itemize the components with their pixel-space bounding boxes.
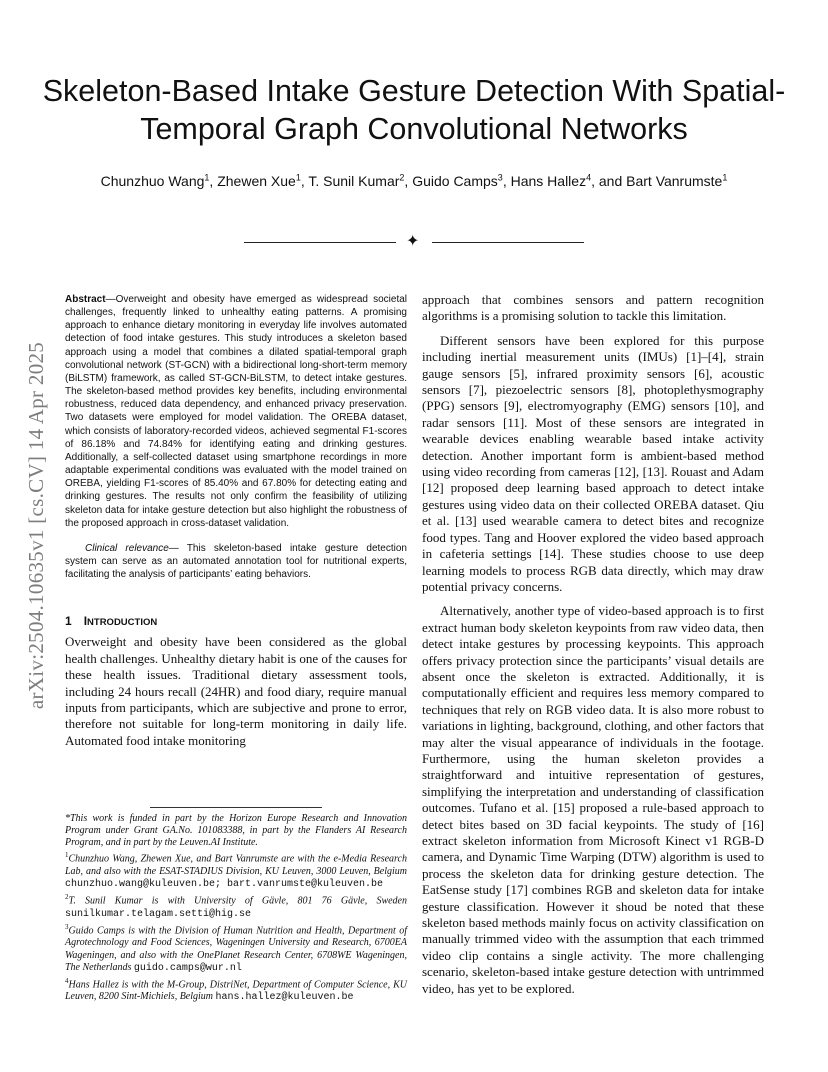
divider-line — [244, 242, 396, 243]
paper-title: Skeleton-Based Intake Gesture Detection With Spatial-Temporal Graph Convolutional Networks — [42, 74, 786, 146]
author-list — [40, 172, 788, 189]
arxiv-identifier-text: arXiv:2504.10635v1 [cs.CV] 14 Apr 2025 — [24, 341, 49, 709]
author: Chunzhuo Wang$^1$, — [100, 172, 218, 189]
footnotes — [65, 813, 407, 1005]
abstract-text: Overweight and obesity have emerged as widespread societal challenges, frequently linked to unhealthy eating patterns. A promising approach to enhance dietary monitoring in everyday life involves automated detection of food intake gestures. This study introduces a skeleton based approach using a model that combines a dilated spatial-temporal graph convolutional network (ST-GCN) with a bidirectional long-short-term memory (BiLSTM) framework, as called ST-GCN-BiLSTM, to detect intake gestures. The skeleton-based method provides key benefits, including environmental robustness, reduced data dependency, and enhanced privacy preservation. Two datasets were employed for model validation. The OREBA dataset, which consists of laboratory-recorded videos, achieved segmental F1-scores of 86.18% and 74.84% for identifying eating and drinking gestures. Additionally, a self-collected dataset using smartphone recordings in more adaptable experimental conditions was evaluated with the model trained on OREBA, yielding F1-scores of 85.40% and 67.80% for detecting eating and drinking gestures. The results not only confirm the feasibility of utilizing skeleton data for intake gesture detection but also highlight the robustness of the proposed approach in cross-dataset validation. — [65, 294, 407, 529]
left-column — [65, 293, 407, 749]
body-paragraph: approach that combines sensors and pattern recognition algorithms is a promising solution to tackle this limitation. — [422, 292, 764, 324]
body-paragraph: Different sensors have been explored for this purpose including inertial measurement units (IMUs) [1]–[4], strain gauge sensors [5], infrared proximity sensors [6], acoustic sensors [7], piezoelectric sensors [8], photoplethysmography (PPG) sensors [9], electromyography (EMG) sensors [10], and radar sensors [11]. Most of these sensors are integrated in wearable devices enabling wearable based intake activity detection. Another important form is ambient-based method using video recording from cameras [12], [13]. Rouast and Adam [12] proposed deep learning based approach to detect intake gestures using video data on their collected OREBA dataset. Qiu et al. [13] used wearable camera to detect bites and recognize food types. Tang and Hoover explored the video based approach in cafeteria settings [14]. These studies choose to use deep learning models to process RGB data directly, which may draw potential privacy concerns. — [422, 332, 764, 594]
section-number: 1 — [65, 614, 72, 629]
footnote-affiliation: $^4$Hans Hallez is with the M-Group, DistriNet, Department of Computer Science, KU Leuven, 8200 Sint-Michiels, Belgium hans.hallez@kuleuven.be — [65, 976, 407, 1004]
author: Guido Camps$^3$, — [412, 172, 511, 189]
footnote-rule — [150, 807, 322, 808]
section-heading: 1 INTRODUCTION — [65, 614, 158, 629]
divider-line — [432, 242, 584, 243]
clinical-relevance-text: This skeleton-based intake gesture detection system can serve as an automated annotation tool for nutritional experts, facilitating the analysis of participants’ eating behaviors. — [65, 542, 407, 581]
email-link[interactable]: sunilkumar.telagam.setti@hig.se — [65, 908, 252, 920]
footnote-affiliation: $^2$T. Sunil Kumar is with University of Gävle, 801 76 Gävle, Sweden sunilkumar.telagam.setti@hig.se — [65, 893, 407, 920]
author: Zhewen Xue$^1$, — [217, 172, 309, 189]
clinical-relevance: Clinical relevance— This skeleton-based intake gesture detection system can serve as an automated annotation tool for nutritional experts, facilitating the analysis of participants’ eating behaviors. — [65, 542, 407, 581]
abstract-label: Abstract — [65, 294, 106, 305]
intro-paragraph: Overweight and obesity have been considered as the global health challenges. Unhealthy dietary habit is one of the causes for these health issues. Traditional dietary assessment tools, including 24 hours recall (24HR) and food diary, require manual inputs from participants, which are subjective and prone to error, therefore not suitable for long-term monitoring in daily life. Automated food intake monitoring — [65, 634, 407, 748]
footnote-affiliation: $^3$Guido Camps is with the Division of Human Nutrition and Health, Department of Agrotechnology and Food Sciences, Wageningen University and Research, 6700EA Wageningen, and also with the OnePlanet Research Center, 6708WE Wageningen, The Netherlands guido.camps@wur.nl — [65, 922, 407, 974]
author: Bart Vanrumste$^1$ — [626, 172, 728, 189]
right-column — [422, 292, 764, 997]
email-link[interactable]: chunzhuo.wang@kuleuven.be; bart.vanrumste@kuleuven.be — [65, 879, 384, 891]
email-link[interactable]: hans.hallez@kuleuven.be — [215, 992, 354, 1004]
clinical-relevance-label: Clinical relevance — [85, 542, 169, 554]
author: Hans Hallez$^4$, and — [510, 172, 627, 189]
footnote-funding: *This work is funded in part by the Horizon Europe Research and Innovation Program under Grant GA.No. 101083388, in part by the Flanders AI Research Program, and in part by the Leuven.AI Institute. — [65, 813, 407, 849]
title-divider — [244, 231, 584, 250]
arxiv-identifier — [20, 290, 54, 760]
diamond-ornament-icon: ✦ — [406, 231, 420, 250]
body-paragraph: Alternatively, another type of video-based approach is to first extract human body skeleton keypoints from raw video data, then detect intake gestures by processing keypoints. This approach offers privacy protection since the participants’ visual details are absent once the skeleton is extracted. Additionally, it is computationally efficient and requires less memory compared to techniques that rely on RGB video data. It is also more robust to variations in lighting, background, clothing, and other factors that may alter the visual appearance of individuals in the footage. Furthermore, using the human skeleton provides a straightforward and intuitive representation of gestures, simplifying the interpretation and understanding of classification outcomes. Tufano et al. [15] proposed a rule-based approach to detect bites based on 3D facial keypoints. The study of [16] extract skeleton information from Microsoft Kinect v1 RGB-D camera, and Dynamic Time Warping (DTW) algorithm is used to process the skeleton data for drinking gesture detection. The EatSense study [17] combines RGB and skeleton data for intake gesture classification. However it shoud be noted that these skeleton based methods mainly focus on activity classification on manually trimmed video with the assumption that each trimmed video clip contains a single activity. The more challenging scenario, skeleton-based intake gesture detection with untrimmed video, has yet to be explored. — [422, 603, 764, 996]
author: T. Sunil Kumar$^2$, — [308, 172, 413, 189]
abstract: Abstract—Overweight and obesity have emerged as widespread societal challenges, frequently linked to unhealthy eating patterns. A promising approach to enhance dietary monitoring in everyday life involves automated detection of food intake gestures. This study introduces a skeleton based approach using a model that combines a dilated spatial-temporal graph convolutional network (ST-GCN) with a bidirectional long-short-term memory (BiLSTM) framework, as called ST-GCN-BiLSTM, to detect intake gestures. The skeleton-based method provides key benefits, including environmental robustness, reduced data dependency, and enhanced privacy preservation. Two datasets were employed for model validation. The OREBA dataset, which consists of laboratory-recorded videos, achieved segmental F1-scores of 86.18% and 74.84% for identifying eating and drinking gestures. Additionally, a self-collected dataset using smartphone recordings in more adaptable experimental conditions was evaluated with the model trained on OREBA, yielding F1-scores of 85.40% and 67.80% for detecting eating and drinking gestures. The results not only confirm the feasibility of utilizing skeleton data for intake gesture detection but also highlight the robustness of the proposed approach in cross-dataset validation. — [65, 294, 407, 529]
email-link[interactable]: guido.camps@wur.nl — [133, 962, 242, 974]
footnote-affiliation: $^1$Chunzhuo Wang, Zhewen Xue, and Bart Vanrumste are with the e-Media Research Lab, and also with the ESAT-STADIUS Division, KU Leuven, 3000 Leuven, Belgium chunzhuo.wang@kuleuven.be; bart.vanrumste@kuleuven.be — [65, 851, 407, 891]
